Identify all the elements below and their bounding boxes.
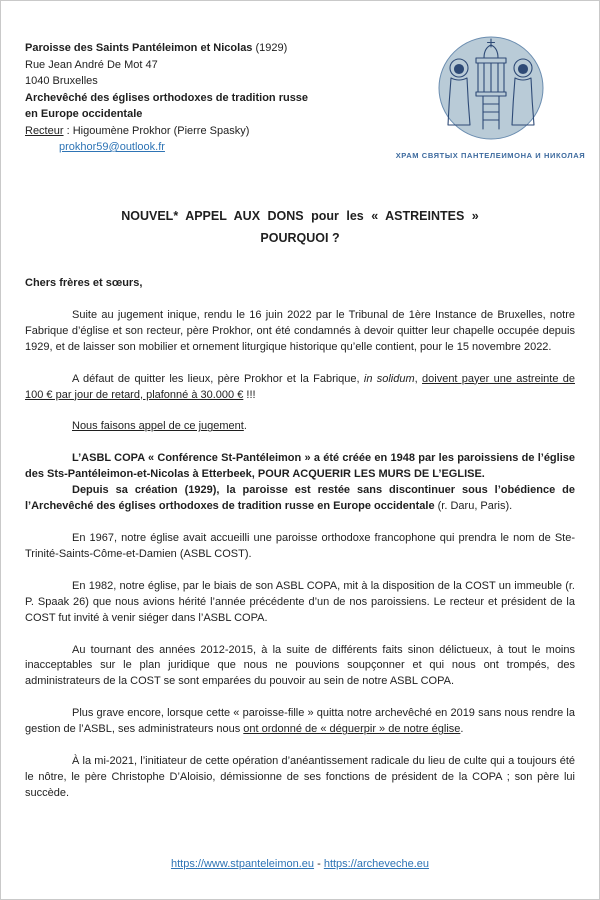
- footer-link-archeveche[interactable]: https://archeveche.eu: [323, 858, 430, 870]
- paragraph-2019: [25, 706, 575, 738]
- salutation: Chers frères et sœurs,: [25, 277, 143, 289]
- paragraph-2021: À la mi-2021, l’initiateur de cette opération d’anéantissement radicale du lieu de culte qui a toujours été le nôtre, le père Christophe D’Aloisio, démissionne de ses fonctions de président de la COPA ; son père lui succède.: [25, 755, 575, 799]
- astreinte-run-italic: in solidum: [363, 372, 415, 385]
- parish-name-line: [25, 40, 395, 57]
- parish-name: Paroisse des Saints Pantéleimon et Nicolas: [25, 42, 253, 54]
- footer-link-separator: -: [314, 858, 324, 870]
- astreinte-run-start: A défaut de quitter les lieux, père Prokhor et la Fabrique,: [72, 372, 364, 385]
- appeal-run-underlined: Nous faisons appel de ce jugement: [72, 420, 244, 433]
- paragraph-1982: En 1982, notre église, par le biais de son ASBL COPA, mit à la disposition de la COST un immeuble (r. P. Spaak 26) que nous avions hérité l’année précédente d’un de nos paroissiens. Le recteur et président de la COST fut invité à venir siéger dans l’ASBL COPA.: [25, 579, 575, 624]
- letterhead: [25, 40, 395, 156]
- parish-seal-icon: [432, 34, 550, 144]
- parish-year: (1929): [252, 42, 288, 54]
- paragraph-2012-2015: Au tournant des années 2012-2015, à la suite de différents faits sinon délictueux, à tout le moins inacceptables sur le plan juridique que nous ne pouvions soupçonner et qui nous ont trompés, des administrateurs de la COST se sont emparées du pouvoir au sein de notre ASBL COPA.: [25, 643, 575, 688]
- paragraph-copa-creation: L’ASBL COPA « Conférence St-Pantéleimon » a été créée en 1948 par les paroissiens de l’église des Sts-Pantéleimon-et-Nicolas à Etterbeek, POUR ACQUERIR LES MURS DE L’EGLISE.: [25, 452, 575, 481]
- email-line: [25, 139, 395, 156]
- archdiocese-line-2: en Europe occidentale: [25, 108, 143, 120]
- rector-email-link[interactable]: prokhor59@outlook.fr: [59, 141, 165, 153]
- paragraph-obedience: [25, 483, 575, 515]
- seal-block: [393, 34, 588, 160]
- obedience-run-bold: Depuis sa création (1929), la paroisse est restée sans discontinuer sous l’obédience de l’Archevêché des églises orthodoxes de tradition russe en Europe occidentale: [25, 484, 575, 513]
- astreinte-run-end: !!!: [243, 388, 256, 401]
- address-line-1: Rue Jean André De Mot 47: [25, 58, 158, 71]
- address-line-2: 1040 Bruxelles: [25, 75, 98, 87]
- y2019-run-underlined: ont ordonné de « déguerpir » de notre église: [243, 723, 461, 736]
- paragraph-judgment: Suite au jugement inique, rendu le 16 juin 2022 par le Tribunal de 1ère Instance de Bruxelles, notre Fabrique d’église et son recteur, père Prokhor, ont été condamnés à devoir quitter leur chapelle occupée depuis 1929, et de laisser son mobilier et ornement liturgique historique qu’elle contient, pour le 15 novembre 2022.: [25, 308, 575, 353]
- archdiocese-line-1: Archevêché des églises orthodoxes de tradition russe: [25, 91, 309, 104]
- astreinte-run-mid: ,: [414, 372, 423, 385]
- appeal-run-end: .: [243, 420, 247, 433]
- letter-body: [25, 276, 575, 818]
- title-line-1: NOUVEL* APPEL AUX DONS pour les « ASTREINTES »: [121, 209, 479, 223]
- y2019-run-end: .: [460, 723, 464, 736]
- y2019-run-start: Plus grave encore, lorsque cette « paroisse-fille » quitta notre archevêché en 2019 sans nous rendre la gestion de l’ASBL, ses administrateurs nous: [25, 707, 575, 736]
- paragraph-astreinte: [25, 372, 575, 404]
- seal-caption: ХРАМ СВЯТЫХ ПАНТЕЛЕИМОНА И НИКОЛАЯ: [395, 151, 586, 160]
- footer-link-stpanteleimon[interactable]: https://www.stpanteleimon.eu: [170, 858, 315, 870]
- title-line-2: POURQUOI ?: [260, 231, 340, 245]
- footer-links: [0, 858, 600, 870]
- document-title: [0, 205, 600, 249]
- rector-name: : Higoumène Prokhor (Pierre Spasky): [63, 124, 250, 137]
- paragraph-1967: En 1967, notre église avait accueilli une paroisse orthodoxe francophone qui prendra le nom de Ste-Trinité-Saints-Côme-et-Damien (ASBL COST).: [25, 531, 575, 560]
- astreinte-run-underlined: doivent payer une astreinte de 100 € par jour de retard, plafonné à 30.000 €: [25, 372, 575, 401]
- paragraph-appeal: [25, 419, 575, 435]
- rector-line: [25, 123, 395, 140]
- obedience-run-normal: (r. Daru, Paris).: [437, 500, 513, 513]
- rector-label: Recteur: [25, 124, 64, 137]
